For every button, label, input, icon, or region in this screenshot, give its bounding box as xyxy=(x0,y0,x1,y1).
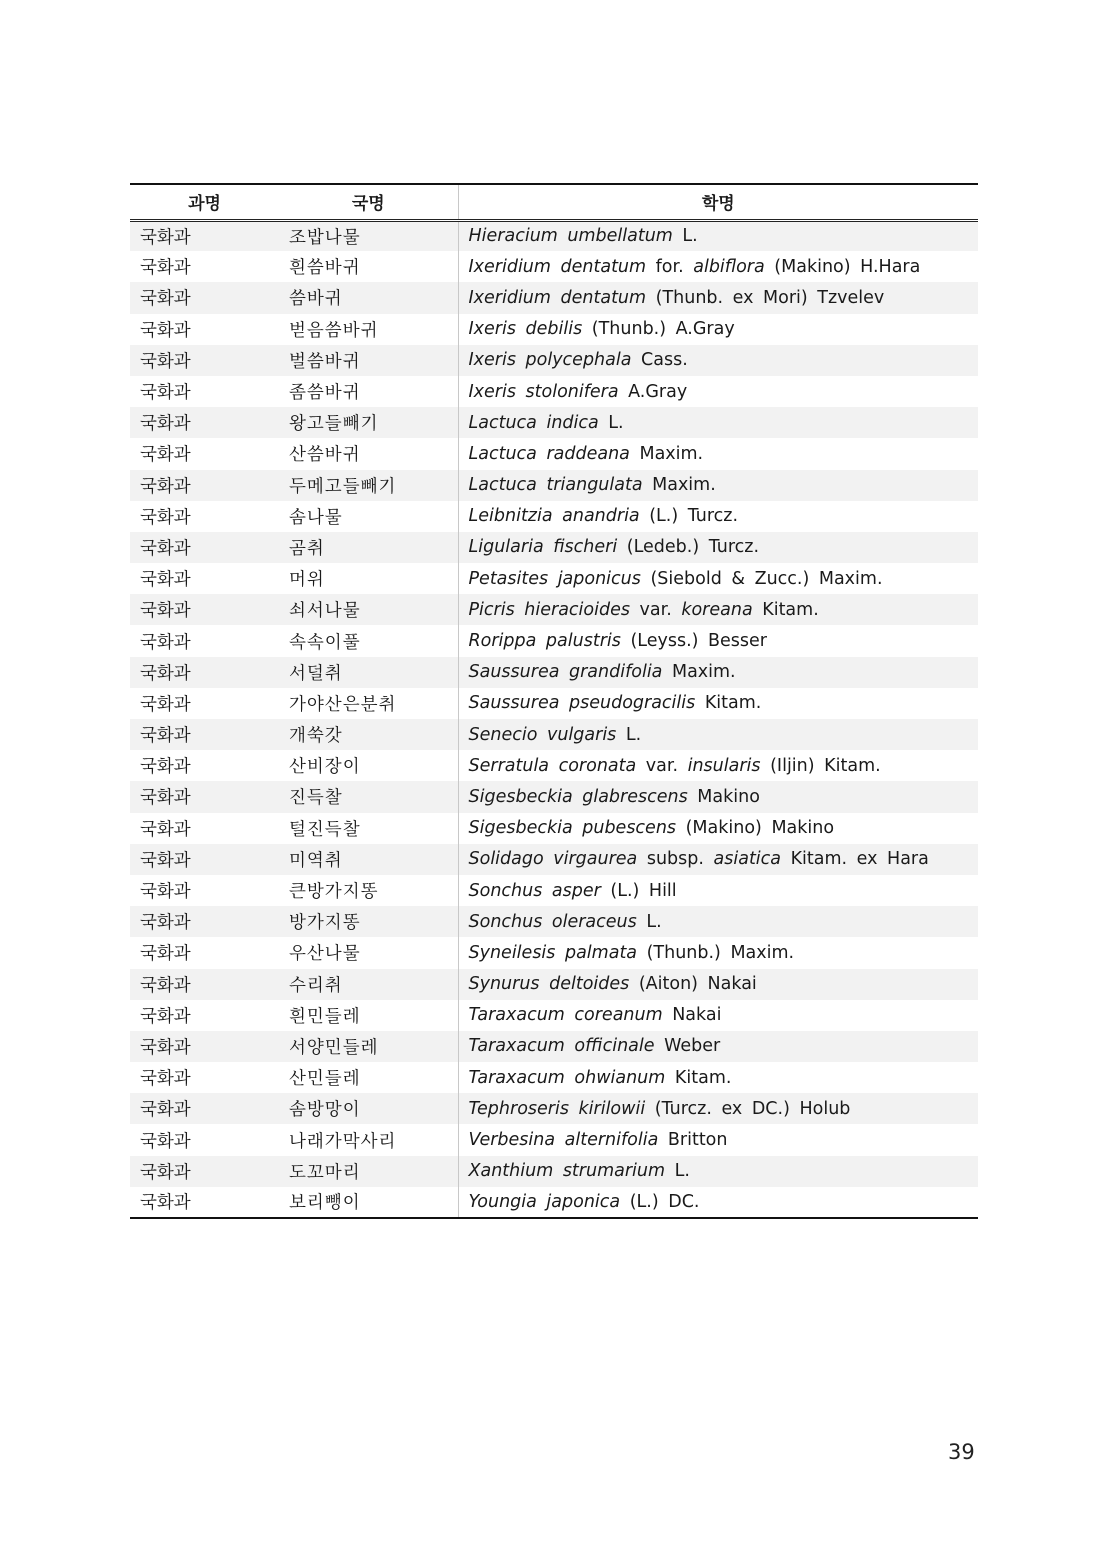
korean-name-cell: 머위 xyxy=(289,570,325,591)
table-row xyxy=(130,937,978,968)
scientific-name-italic: Saussurea grandifolia xyxy=(468,662,663,683)
family-cell: 국화과 xyxy=(140,538,191,559)
family-cell: 국화과 xyxy=(140,944,191,965)
table-row xyxy=(130,1124,978,1155)
scientific-name-cell xyxy=(458,376,978,407)
scientific-name-author: L. xyxy=(672,226,698,247)
table-row xyxy=(130,1093,978,1124)
scientific-name-italic: albiflora xyxy=(693,256,765,277)
scientific-name-cell xyxy=(458,937,978,968)
family-cell: 국화과 xyxy=(140,320,191,341)
korean-name-cell: 수리취 xyxy=(289,975,343,996)
scientific-name-cell xyxy=(458,532,978,563)
table-header xyxy=(130,184,978,220)
table-row xyxy=(130,1000,978,1031)
korean-name-cell: 진득찰 xyxy=(289,788,343,809)
family-cell: 국화과 xyxy=(140,1006,191,1027)
species-table-container xyxy=(130,183,978,1219)
header-family: 과명 xyxy=(130,184,279,220)
scientific-name-cell xyxy=(458,625,978,656)
scientific-name-italic: Saussurea pseudogracilis xyxy=(468,693,696,714)
scientific-name-author: (Ledeb.) Turcz. xyxy=(617,537,760,558)
table-row xyxy=(130,750,978,781)
korean-name-cell: 씀바귀 xyxy=(289,289,343,310)
korean-name-cell: 조밥나물 xyxy=(289,227,361,248)
korean-name-cell: 왕고들빼기 xyxy=(289,414,379,435)
scientific-name-cell xyxy=(458,719,978,750)
korean-name-cell: 서덜취 xyxy=(289,663,343,684)
korean-name-cell: 가야산은분취 xyxy=(289,694,397,715)
scientific-name-cell xyxy=(458,969,978,1000)
scientific-name-cell xyxy=(458,1187,978,1218)
scientific-name-italic: Ixeris stolonifera xyxy=(468,381,619,402)
scientific-name-author: (Makino) H.Hara xyxy=(764,256,921,277)
family-cell: 국화과 xyxy=(140,757,191,778)
table-row xyxy=(130,781,978,812)
table-row xyxy=(130,532,978,563)
scientific-name-cell xyxy=(458,750,978,781)
family-cell: 국화과 xyxy=(140,258,191,279)
scientific-name-italic: Taraxacum ohwianum xyxy=(468,1067,666,1088)
scientific-name-author: (Siebold & Zucc.) Maxim. xyxy=(640,568,883,589)
scientific-name-italic: Ixeris polycephala xyxy=(468,350,632,371)
scientific-name-author: Kitam. xyxy=(695,693,762,714)
table-row xyxy=(130,501,978,532)
korean-name-cell: 우산나물 xyxy=(289,944,361,965)
table-row xyxy=(130,1062,978,1093)
scientific-name-author: (Makino) Makino xyxy=(676,818,835,839)
korean-name-cell: 서양민들레 xyxy=(289,1037,379,1058)
scientific-name-author: Kitam. xyxy=(752,599,819,620)
scientific-name-author: L. xyxy=(598,412,624,433)
table-row xyxy=(130,1187,978,1218)
family-cell: 국화과 xyxy=(140,601,191,622)
scientific-name-italic: Synurus deltoides xyxy=(468,974,630,995)
korean-name-cell: 산씀바귀 xyxy=(289,445,361,466)
table-row xyxy=(130,563,978,594)
family-cell: 국화과 xyxy=(140,227,191,248)
family-cell: 국화과 xyxy=(140,507,191,528)
scientific-name-author: Nakai xyxy=(662,1005,722,1026)
scientific-name-cell xyxy=(458,282,978,313)
korean-name-cell: 산민들레 xyxy=(289,1069,361,1090)
scientific-name-italic: Picris hieracioides xyxy=(468,599,630,620)
scientific-name-author: (Thunb.) A.Gray xyxy=(582,319,735,340)
family-cell: 국화과 xyxy=(140,694,191,715)
family-cell: 국화과 xyxy=(140,663,191,684)
table-row xyxy=(130,969,978,1000)
table-row xyxy=(130,282,978,313)
scientific-name-cell xyxy=(458,251,978,282)
family-cell: 국화과 xyxy=(140,289,191,310)
family-cell: 국화과 xyxy=(140,1162,191,1183)
korean-name-cell: 쇠서나물 xyxy=(289,601,361,622)
table-row xyxy=(130,594,978,625)
scientific-name-italic: Lactuca indica xyxy=(468,412,599,433)
header-korean-name: 국명 xyxy=(279,184,458,220)
family-cell: 국화과 xyxy=(140,913,191,934)
scientific-name-cell xyxy=(458,438,978,469)
table-row xyxy=(130,657,978,688)
scientific-name-author: A.Gray xyxy=(618,381,688,402)
scientific-name-cell xyxy=(458,657,978,688)
scientific-name-author: (Leyss.) Besser xyxy=(620,631,767,652)
korean-name-cell: 털진득찰 xyxy=(289,819,361,840)
scientific-name-italic: Petasites japonicus xyxy=(468,568,641,589)
korean-name-cell: 솜나물 xyxy=(289,507,343,528)
table-row xyxy=(130,314,978,345)
family-cell: 국화과 xyxy=(140,788,191,809)
scientific-name-author: Maxim. xyxy=(629,443,704,464)
korean-name-cell: 미역취 xyxy=(289,850,343,871)
scientific-name-author: var. xyxy=(636,755,688,776)
scientific-name-author: Maxim. xyxy=(662,662,736,683)
table-row xyxy=(130,719,978,750)
scientific-name-author: for. xyxy=(646,256,694,277)
table-row xyxy=(130,875,978,906)
family-cell: 국화과 xyxy=(140,819,191,840)
scientific-name-author: (L.) Turcz. xyxy=(639,506,739,527)
family-cell: 국화과 xyxy=(140,882,191,903)
scientific-name-italic: Youngia japonica xyxy=(468,1191,621,1212)
scientific-name-italic: Syneilesis palmata xyxy=(468,942,638,963)
korean-name-cell: 흰민들레 xyxy=(289,1006,361,1027)
korean-name-cell: 곰취 xyxy=(289,538,325,559)
scientific-name-author: Kitam. ex Hara xyxy=(781,849,929,870)
scientific-name-italic: Sigesbeckia pubescens xyxy=(468,818,677,839)
scientific-name-author: (L.) DC. xyxy=(620,1191,700,1212)
family-cell: 국화과 xyxy=(140,476,191,497)
scientific-name-author: (Aiton) Nakai xyxy=(629,974,757,995)
scientific-name-author: Cass. xyxy=(631,350,688,371)
scientific-name-italic: Rorippa palustris xyxy=(468,631,621,652)
header-row xyxy=(130,184,978,220)
scientific-name-cell xyxy=(458,813,978,844)
scientific-name-italic: insularis xyxy=(687,755,761,776)
korean-name-cell: 속속이풀 xyxy=(289,632,361,653)
family-cell: 국화과 xyxy=(140,1193,191,1214)
scientific-name-author: L. xyxy=(636,911,662,932)
scientific-name-author: var. xyxy=(629,599,682,620)
family-cell: 국화과 xyxy=(140,351,191,372)
scientific-name-italic: Sonchus asper xyxy=(468,880,601,901)
korean-name-cell: 방가지똥 xyxy=(289,913,361,934)
scientific-name-italic: Solidago virgaurea xyxy=(468,849,638,870)
korean-name-cell: 두메고들빼기 xyxy=(289,476,397,497)
scientific-name-italic: Ixeridium dentatum xyxy=(468,287,647,308)
scientific-name-italic: Serratula coronata xyxy=(468,755,637,776)
korean-name-cell: 큰방가지똥 xyxy=(289,882,379,903)
scientific-name-italic: Ixeris debilis xyxy=(468,319,583,340)
family-cell: 국화과 xyxy=(140,850,191,871)
korean-name-cell: 벋음씀바귀 xyxy=(289,320,379,341)
scientific-name-italic: Xanthium strumarium xyxy=(468,1161,666,1182)
table-body xyxy=(130,220,978,1218)
scientific-name-author: (Thunb.) Maxim. xyxy=(637,942,795,963)
scientific-name-italic: Hieracium umbellatum xyxy=(468,226,673,247)
table-row xyxy=(130,438,978,469)
scientific-name-italic: Sonchus oleraceus xyxy=(468,911,637,932)
scientific-name-cell xyxy=(458,1124,978,1155)
species-table xyxy=(130,183,978,1219)
scientific-name-italic: Ixeridium dentatum xyxy=(468,256,647,277)
table-row xyxy=(130,813,978,844)
table-row xyxy=(130,1156,978,1187)
scientific-name-author: L. xyxy=(665,1161,690,1182)
scientific-name-cell xyxy=(458,314,978,345)
scientific-name-cell xyxy=(458,906,978,937)
korean-name-cell: 개쑥갓 xyxy=(289,726,343,747)
table-row xyxy=(130,688,978,719)
scientific-name-author: subsp. xyxy=(637,849,714,870)
family-cell: 국화과 xyxy=(140,383,191,404)
scientific-name-cell xyxy=(458,220,978,251)
scientific-name-author: (Turcz. ex DC.) Holub xyxy=(645,1098,851,1119)
scientific-name-italic: Leibnitzia anandria xyxy=(468,506,640,527)
scientific-name-italic: Sigesbeckia glabrescens xyxy=(468,786,688,807)
scientific-name-cell xyxy=(458,563,978,594)
scientific-name-cell xyxy=(458,1031,978,1062)
scientific-name-author: Makino xyxy=(687,786,760,807)
family-cell: 국화과 xyxy=(140,632,191,653)
scientific-name-cell xyxy=(458,345,978,376)
scientific-name-italic: Tephroseris kirilowii xyxy=(468,1098,646,1119)
table-row xyxy=(130,220,978,251)
scientific-name-italic: Taraxacum coreanum xyxy=(468,1005,663,1026)
scientific-name-author: Maxim. xyxy=(642,475,716,496)
table-row xyxy=(130,906,978,937)
family-cell: 국화과 xyxy=(140,414,191,435)
scientific-name-cell xyxy=(458,1062,978,1093)
scientific-name-italic: asiatica xyxy=(713,849,782,870)
family-cell: 국화과 xyxy=(140,975,191,996)
scientific-name-cell xyxy=(458,875,978,906)
scientific-name-italic: Verbesina alternifolia xyxy=(468,1130,659,1151)
header-scientific-name: 학명 xyxy=(458,184,978,220)
korean-name-cell: 보리뺑이 xyxy=(289,1193,361,1214)
scientific-name-author: Britton xyxy=(658,1130,728,1151)
korean-name-cell: 솜방망이 xyxy=(289,1100,361,1121)
scientific-name-italic: Ligularia fischeri xyxy=(468,537,618,558)
korean-name-cell: 좀씀바귀 xyxy=(289,383,361,404)
scientific-name-author: Weber xyxy=(654,1036,721,1057)
table-row xyxy=(130,1031,978,1062)
scientific-name-cell xyxy=(458,1156,978,1187)
table-row xyxy=(130,251,978,282)
scientific-name-author: Kitam. xyxy=(665,1067,732,1088)
scientific-name-cell xyxy=(458,594,978,625)
scientific-name-cell xyxy=(458,501,978,532)
table-row xyxy=(130,376,978,407)
table-row xyxy=(130,625,978,656)
family-cell: 국화과 xyxy=(140,1131,191,1152)
scientific-name-cell xyxy=(458,407,978,438)
table-row xyxy=(130,844,978,875)
scientific-name-cell xyxy=(458,688,978,719)
family-cell: 국화과 xyxy=(140,445,191,466)
korean-name-cell: 나래가막사리 xyxy=(289,1131,397,1152)
scientific-name-author: L. xyxy=(616,724,642,745)
korean-name-cell: 산비장이 xyxy=(289,757,361,778)
family-cell: 국화과 xyxy=(140,1069,191,1090)
scientific-name-author: (Thunb. ex Mori) Tzvelev xyxy=(646,287,885,308)
family-cell: 국화과 xyxy=(140,1100,191,1121)
scientific-name-italic: Taraxacum officinale xyxy=(468,1036,655,1057)
scientific-name-cell xyxy=(458,781,978,812)
scientific-name-cell xyxy=(458,1000,978,1031)
table-row xyxy=(130,407,978,438)
scientific-name-italic: Lactuca raddeana xyxy=(468,443,630,464)
scientific-name-italic: Senecio vulgaris xyxy=(468,724,617,745)
korean-name-cell: 흰씀바귀 xyxy=(289,258,361,279)
scientific-name-cell xyxy=(458,470,978,501)
scientific-name-italic: Lactuca triangulata xyxy=(468,475,643,496)
table-row xyxy=(130,345,978,376)
family-cell: 국화과 xyxy=(140,726,191,747)
table-row xyxy=(130,470,978,501)
family-cell: 국화과 xyxy=(140,1037,191,1058)
page-number: 39 xyxy=(948,1440,975,1464)
scientific-name-cell xyxy=(458,1093,978,1124)
family-cell: 국화과 xyxy=(140,570,191,591)
scientific-name-author: (L.) Hill xyxy=(600,880,677,901)
scientific-name-cell xyxy=(458,844,978,875)
scientific-name-italic: koreana xyxy=(681,599,753,620)
korean-name-cell: 벌씀바귀 xyxy=(289,351,361,372)
scientific-name-author: (Iljin) Kitam. xyxy=(760,755,881,776)
korean-name-cell: 도꼬마리 xyxy=(289,1162,361,1183)
